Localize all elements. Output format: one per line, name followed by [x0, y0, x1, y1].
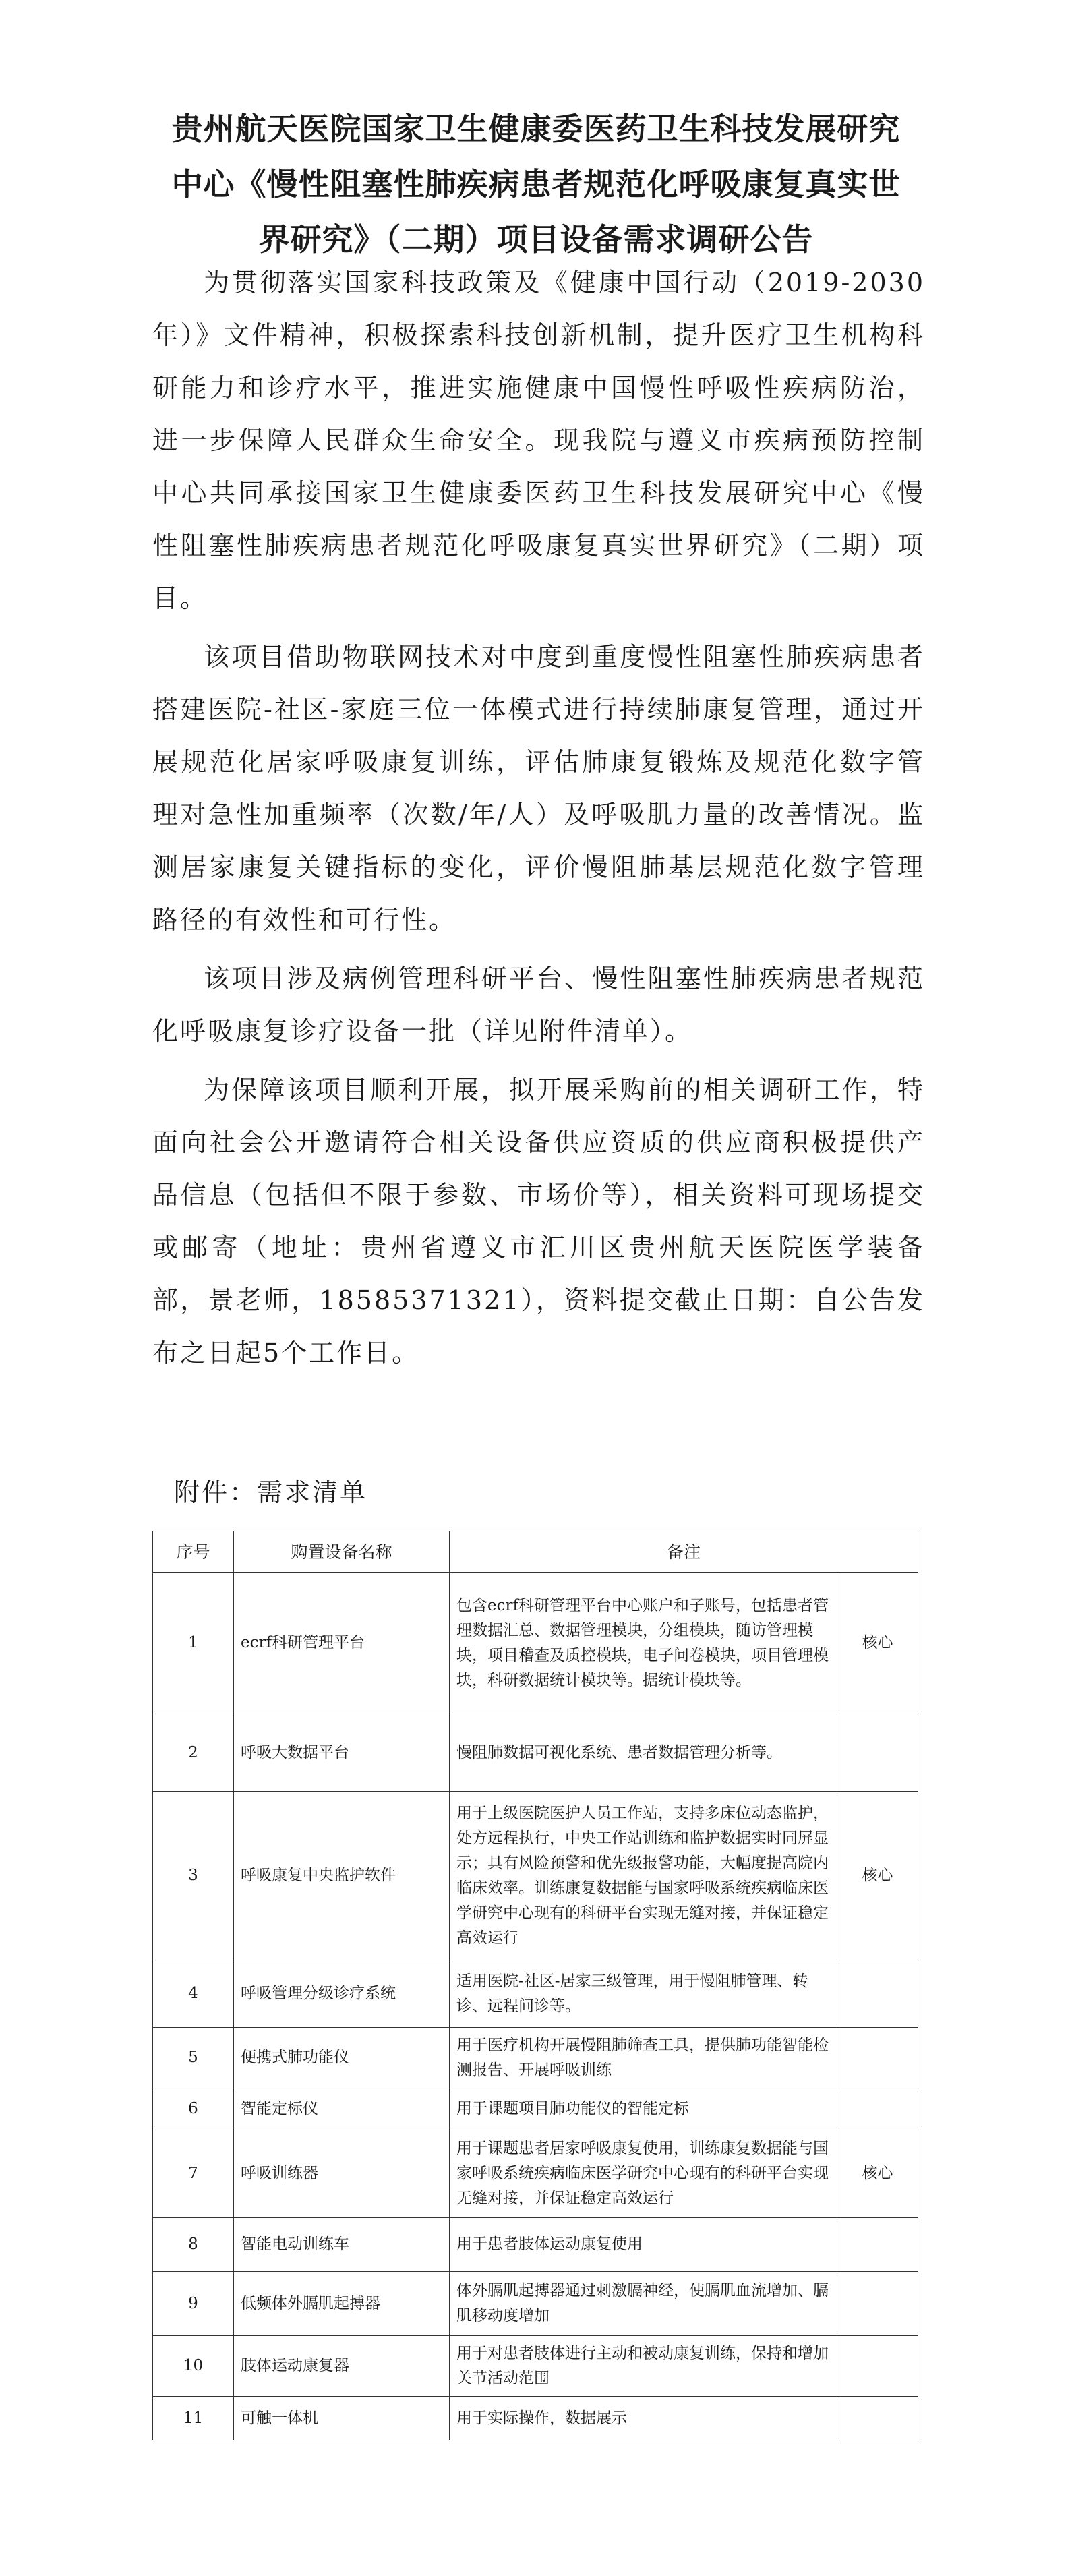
row-core-tag: 核心 — [837, 1573, 918, 1714]
row-serial: 8 — [153, 2218, 234, 2272]
table-row — [153, 2397, 918, 2440]
row-remark: 用于课题患者居家呼吸康复使用，训练康复数据能与国家呼吸系统疾病临床医学研究中心现有的科研平台实现无缝对接，并保证稳定高效运行 — [450, 2130, 837, 2218]
table-row — [153, 2130, 918, 2218]
table-row — [153, 2028, 918, 2088]
row-serial: 11 — [153, 2397, 234, 2440]
row-serial: 7 — [153, 2130, 234, 2218]
table-row — [153, 1792, 918, 1960]
row-remark: 适用医院-社区-居家三级管理，用于慢阻肺管理、转诊、远程问诊等。 — [450, 1960, 837, 2028]
row-remark: 用于患者肢体运动康复使用 — [450, 2218, 837, 2272]
attachment-label: 附件：需求清单 — [174, 1477, 368, 1507]
paragraph: 为贯彻落实国家科技政策及《健康中国行动（2019-2030年）》文件精神，积极探索科技创新机制，提升医疗卫生机构科研能力和诊疗水平，推进实施健康中国慢性呼吸性疾病防治，进一步保障人民群众生命安全。现我院与遵义市疾病预防控制中心共同承接国家卫生健康委医药卫生科技发展研究中心《慢性阻塞性肺疾病患者规范化呼吸康复真实世界研究》（二期）项目。 — [152, 268, 925, 613]
table-row — [153, 2218, 918, 2272]
row-serial: 1 — [153, 1573, 234, 1714]
row-core-tag — [837, 2397, 918, 2440]
row-remark: 用于医疗机构开展慢阻肺筛查工具，提供肺功能智能检测报告、开展呼吸训练 — [450, 2028, 837, 2088]
row-remark: 用于实际操作，数据展示 — [450, 2397, 837, 2440]
table-row — [153, 1960, 918, 2028]
row-equipment-name: 肢体运动康复器 — [234, 2336, 450, 2397]
row-remark: 用于上级医院医护人员工作站，支持多床位动态监护，处方远程执行，中央工作站训练和监护数据实时同屏显示；具有风险预警和优先级报警功能，大幅度提高院内临床效率。训练康复数据能与国家呼吸系统疾病临床医学研究中心现有的科研平台实现无缝对接，并保证稳定高效运行 — [450, 1792, 837, 1960]
row-core-tag: 核心 — [837, 2130, 918, 2218]
row-equipment-name: 智能电动训练车 — [234, 2218, 450, 2272]
row-remark: 用于课题项目肺功能仪的智能定标 — [450, 2088, 837, 2130]
table-row — [153, 2272, 918, 2336]
header-equipment-name: 购置设备名称 — [234, 1531, 450, 1573]
row-equipment-name: 呼吸大数据平台 — [234, 1714, 450, 1792]
announcement-body — [152, 256, 925, 1385]
table-row — [153, 1714, 918, 1792]
requirements-table — [152, 1531, 918, 2440]
row-core-tag — [837, 2336, 918, 2397]
row-equipment-name: 可触一体机 — [234, 2397, 450, 2440]
row-remark: 体外膈肌起搏器通过刺激膈神经，使膈肌血流增加、膈肌移动度增加 — [450, 2272, 837, 2336]
row-equipment-name: 呼吸管理分级诊疗系统 — [234, 1960, 450, 2028]
row-equipment-name: 便携式肺功能仪 — [234, 2028, 450, 2088]
row-equipment-name: 呼吸训练器 — [234, 2130, 450, 2218]
row-core-tag — [837, 2272, 918, 2336]
row-serial: 10 — [153, 2336, 234, 2397]
row-core-tag — [837, 1960, 918, 2028]
row-equipment-name: ecrf科研管理平台 — [234, 1573, 450, 1714]
row-core-tag — [837, 2088, 918, 2130]
table-header-row — [153, 1531, 918, 1573]
row-serial: 2 — [153, 1714, 234, 1792]
row-remark: 包含ecrf科研管理平台中心账户和子账号，包括患者管理数据汇总、数据管理模块，分组模块，随访管理模块，项目稽查及质控模块，电子问卷模块，项目管理模块，科研数据统计模块等。据统计模块等。 — [450, 1573, 837, 1714]
row-core-tag — [837, 1714, 918, 1792]
table-row — [153, 1573, 918, 1714]
header-serial-number: 序号 — [153, 1531, 234, 1573]
paragraph: 为保障该项目顺利开展，拟开展采购前的相关调研工作，特面向社会公开邀请符合相关设备供应资质的供应商积极提供产品信息（包括但不限于参数、市场价等），相关资料可现场提交或邮寄（地址：贵州省遵义市汇川区贵州航天医院医学装备部，景老师，18585371321），资料提交截止日期：自公告发布之日起5个工作日。 — [152, 1075, 925, 1368]
row-serial: 3 — [153, 1792, 234, 1960]
table-row — [153, 2336, 918, 2397]
row-serial: 4 — [153, 1960, 234, 2028]
row-core-tag — [837, 2028, 918, 2088]
row-equipment-name: 智能定标仪 — [234, 2088, 450, 2130]
row-remark: 慢阻肺数据可视化系统、患者数据管理分析等。 — [450, 1714, 837, 1792]
page-title: 贵州航天医院国家卫生健康委医药卫生科技发展研究中心《慢性阻塞性肺疾病患者规范化呼吸康复真实世界研究》（二期）项目设备需求调研公告 — [171, 111, 901, 258]
paragraph: 该项目借助物联网技术对中度到重度慢性阻塞性肺疾病患者搭建医院-社区-家庭三位一体模式进行持续肺康复管理，通过开展规范化居家呼吸康复训练，评估肺康复锻炼及规范化数字管理对急性加重频率（次数/年/人）及呼吸肌力量的改善情况。监测居家康复关键指标的变化，评价慢阻肺基层规范化数字管理路径的有效性和可行性。 — [152, 642, 925, 935]
row-remark: 用于对患者肢体进行主动和被动康复训练，保持和增加关节活动范围 — [450, 2336, 837, 2397]
row-serial: 6 — [153, 2088, 234, 2130]
header-remarks: 备注 — [450, 1531, 918, 1573]
row-equipment-name: 呼吸康复中央监护软件 — [234, 1792, 450, 1960]
row-equipment-name: 低频体外膈肌起搏器 — [234, 2272, 450, 2336]
row-core-tag — [837, 2218, 918, 2272]
paragraph: 该项目涉及病例管理科研平台、慢性阻塞性肺疾病患者规范化呼吸康复诊疗设备一批（详见附件清单）。 — [152, 964, 925, 1046]
row-core-tag: 核心 — [837, 1792, 918, 1960]
table-row — [153, 2088, 918, 2130]
row-serial: 9 — [153, 2272, 234, 2336]
row-serial: 5 — [153, 2028, 234, 2088]
